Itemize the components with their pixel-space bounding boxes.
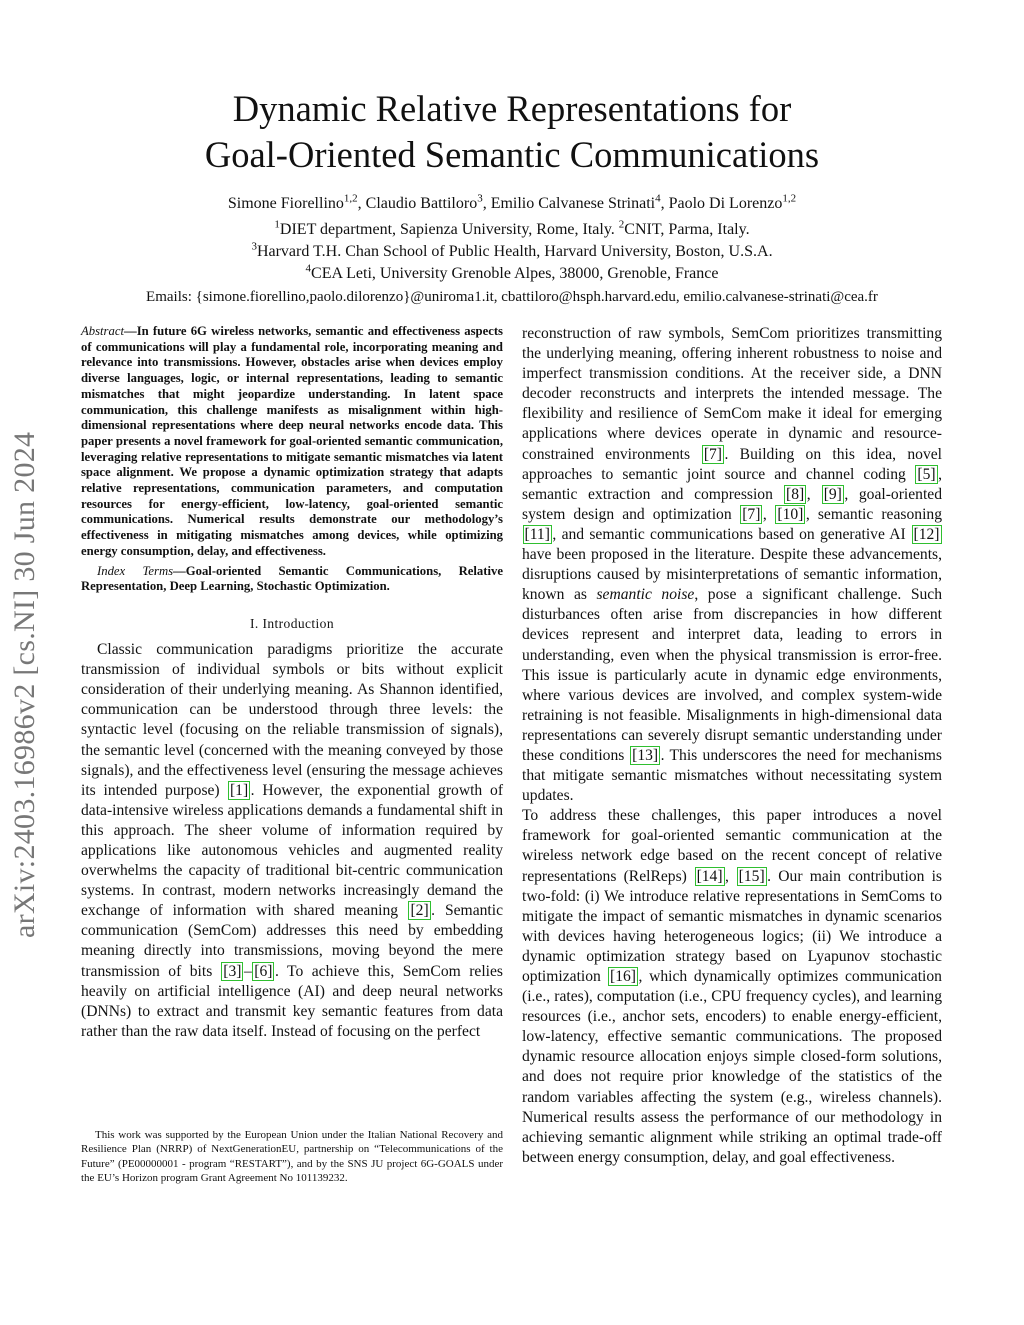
citation-link[interactable]: [1] xyxy=(229,781,249,799)
author-name: , Paolo Di Lorenzo xyxy=(660,195,783,212)
emphasis-semantic-noise: semantic noise xyxy=(596,586,695,604)
citation-link[interactable]: [5] xyxy=(917,465,936,483)
citation-link[interactable]: [2] xyxy=(410,902,429,920)
affiliation-marker: 4 xyxy=(305,262,312,275)
citation-link[interactable]: [7] xyxy=(742,505,761,523)
author-list xyxy=(80,193,944,215)
citation-link[interactable]: [3] xyxy=(223,962,242,980)
author-affiliation-marker: 1,2 xyxy=(343,192,358,205)
citation-link[interactable]: [11] xyxy=(524,525,550,543)
affiliation-text: CNIT, Parma, Italy. xyxy=(624,221,750,238)
citation-link[interactable]: [7] xyxy=(703,445,722,463)
paper-title-line-1: Dynamic Relative Representations for xyxy=(232,88,792,129)
section-heading: I. Introduction xyxy=(250,615,334,631)
affiliation-line-3 xyxy=(80,263,944,285)
citation-link[interactable]: [9] xyxy=(823,485,842,503)
author-name: , Claudio Battiloro xyxy=(357,195,478,212)
index-terms xyxy=(81,564,503,595)
index-terms-label: Index Terms xyxy=(97,563,174,578)
paper-title-line-2: Goal-Oriented Semantic Communications xyxy=(204,134,820,175)
citation-link[interactable]: [6] xyxy=(254,962,273,980)
citation-link[interactable]: [15] xyxy=(738,867,765,885)
citation-link[interactable]: [16] xyxy=(610,968,636,985)
footnote: This work was supported by the European Union under the Italian National Recovery and Resilience Plan (NRRP) of NextGenerationEU, partnership on “Telecommunications of the Future” (PE00000001 - program “RESTART”), and by the SNS JU project 6G-GOALS under the EU’s Horizon program Grant Agreement No 101139232. xyxy=(81,1129,503,1184)
abstract xyxy=(81,324,503,560)
author-name: Simone Fiorellino xyxy=(227,195,344,212)
citation-link[interactable]: [8] xyxy=(786,485,805,503)
affiliation-text: Harvard T.H. Chan School of Public Health, Harvard University, Boston, U.S.A. xyxy=(256,243,773,260)
author-name: , Emilio Calvanese Strinati xyxy=(482,195,656,212)
citation-link[interactable]: [14] xyxy=(696,867,723,885)
author-affiliation-marker: 1,2 xyxy=(782,192,797,205)
arxiv-identifier: arXiv:2403.16986v2 [cs.NI] 30 Jun 2024 xyxy=(8,431,41,938)
affiliation-text: CEA Leti, University Grenoble Alpes, 38000, Grenoble, France xyxy=(311,265,719,282)
citation-link[interactable]: [13] xyxy=(632,746,659,764)
citation-link[interactable]: [12] xyxy=(913,525,940,543)
author-affiliation-marker: 4 xyxy=(655,192,661,205)
affiliation-marker: 3 xyxy=(251,240,257,253)
abstract-label: Abstract xyxy=(81,324,124,338)
left-column xyxy=(81,324,503,1042)
author-affiliation-marker: 3 xyxy=(477,192,483,205)
intro-paragraph-3: To address these challenges, this paper introduces a novel framework for goal-oriented semantic communication at the wireless network edge based on the recent concept of relative representations (RelReps) [14] , [15] . Our main contribution is two-fold: (i) We introduce relative representations in SemComs to mitigate the impact of semantic mismatches in dynamic scenarios with devices having heterogeneous logics; (ii) We introduce a dynamic optimization strategy based on Lyapunov stochastic optimization [16] , which dynamically optimizes communication (i.e., rates), computation (i.e., CPU frequency cycles), and learning resources (i.e., anchor sets, encoders) to enable energy-efficient, low-latency, effective semantic communications. The proposed dynamic resource allocation enjoys simple closed-form solutions, and does not require prior knowledge of the statistics of the random variables affecting the system (e.g., wireless channels). Numerical results assess the performance of our methodology in achieving semantic alignment while striking an optimal trade-off between energy consumption, delay, and goal effectiveness. xyxy=(522,807,942,1166)
affiliation-marker: 1 xyxy=(274,218,280,231)
affiliation-line-1 xyxy=(80,219,944,241)
intro-paragraph-2: reconstruction of raw symbols, SemCom prioritizes transmitting the underlying meaning, offering inherent robustness to noise and imperfect transmission conditions. At the receiver side, a DNN decoder reconstructs and interprets the intended message. The flexibility and resilience of SemCom make it ideal for emerging applications where devices operate in dynamic and resource-constrained environments [7] . Building on this idea, novel approaches to semantic joint source and channel coding [5] , semantic extraction and compression [8] , [9] , goal-oriented system design and optimization [7] , [10] , semantic reasoning [11] , and semantic communications based on generative AI [12] have been proposed in the literature. Despite these advancements, disruptions caused by misinterpretations of semantic information, known as semantic noise, pose a significant challenge. Such disturbances often arise from discrepancies in how different devices represent and interpret data, leading to errors in understanding, even when the physical transmission is error-free. This issue is particularly acute in dynamic edge environments, where various devices are involved, and complex system-wide retraining is not feasible. Misalignments in high-dimensional data representations can severely disrupt semantic understanding under these conditions [13] . This underscores the need for mechanisms that mitigate semantic mismatches without necessitating system updates. xyxy=(522,325,943,805)
citation-link[interactable]: [10] xyxy=(777,505,804,523)
affiliation-marker: 2 xyxy=(618,218,625,231)
intro-paragraph-1: Classic communication paradigms prioritize the accurate transmission of individual symbols or bits without explicit consideration of their underlying meaning. As Shannon identified, communication can be understood through three levels: the syntactic level (focusing on the reliable transmission of signals), the semantic level (concerned with the meaning conveyed by those signals), and the effectiveness level (ensuring the message achieves its intended purpose) [1] . However, the exponential growth of data-intensive wireless applications demands a fundamental shift in this approach. The sheer volume of information required by applications like autonomous vehicles and augmented reality overwhelms the capacity of traditional bit-centric communication systems. In contrast, modern networks increasingly demand the exchange of information with shared meaning [2] . Semantic communication (SemCom) addresses this need by embedding meaning directly into transmissions, moving beyond the mere transmission of bits [3] – [6] . To achieve this, SemCom relies heavily on artificial intelligence (AI) and deep neural networks (DNNs) to extract and transmit key semantic features from data rather than the raw data itself. Instead of focusing on the perfect xyxy=(81,641,504,1040)
abstract-text: —In future 6G wireless networks, semantic and effectiveness aspects of communications will play a fundamental role, incorporating meaning and relevance into transmissions. However, obstacles arise when devices employ diverse languages, logic, or internal representations, leading to semantic mismatches that might jeopardize understanding. In latent space communication, this challenge manifests as misalignment within high-dimensional representations where deep neural networks encode data. This paper presents a novel framework for goal-oriented semantic communication, leveraging relative representations to mitigate semantic mismatches via latent space alignment. We propose a dynamic optimization strategy that adapts relative representations, communication parameters, and computation resources for energy-efficient, low-latency, goal-oriented semantic communications. Numerical results demonstrate our methodology’s effectiveness in mitigating mismatches among devices, while optimizing energy consumption, delay, and effectiveness. xyxy=(81,324,503,558)
emails-line: Emails: {simone.fiorellino,paolo.dilorenzo}@uniroma1.it, cbattiloro@hsph.harvard.edu, emilio.calvanese-strinati@cea.fr xyxy=(146,289,878,305)
index-terms-text: —Goal-oriented Semantic Communications, Relative Representation, Deep Learning, Stochastic Optimization. xyxy=(81,563,503,594)
right-column xyxy=(522,324,942,1168)
affiliation-line-2 xyxy=(80,241,944,263)
affiliation-text: DIET department, Sapienza University, Rome, Italy. xyxy=(279,221,619,238)
